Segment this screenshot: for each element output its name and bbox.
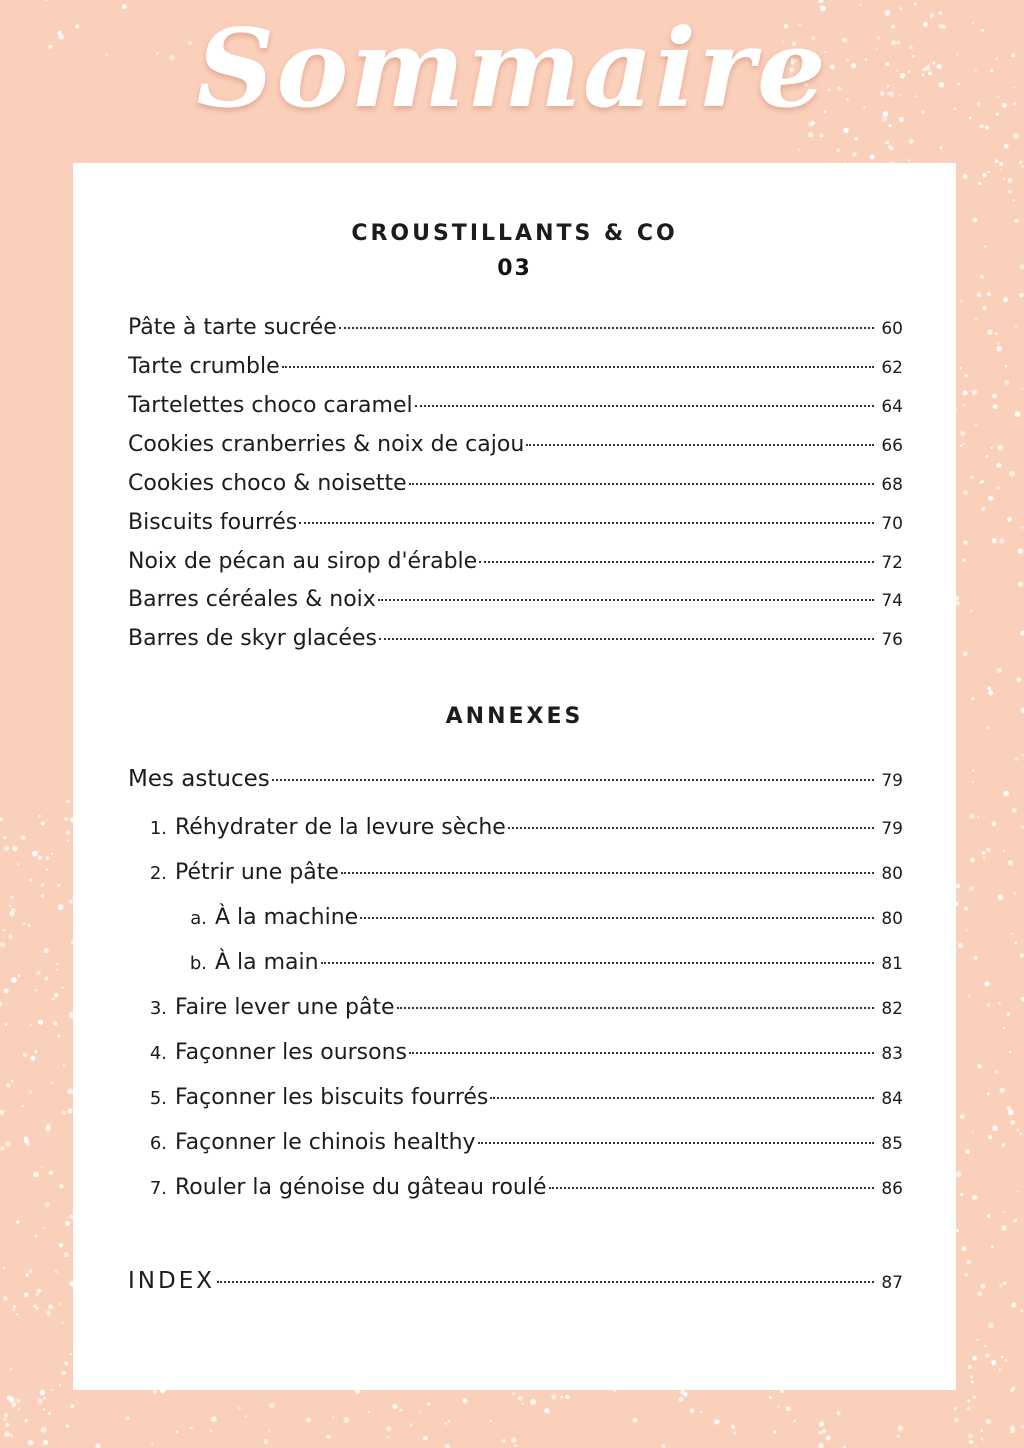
toc-entry-label: Tartelettes choco caramel <box>128 393 413 418</box>
dot-leader <box>397 1007 874 1009</box>
toc-entry-astuces[interactable] <box>128 766 903 792</box>
dot-leader <box>526 444 874 446</box>
dot-leader <box>299 522 874 524</box>
dot-leader <box>478 1142 874 1144</box>
toc-entry-label: Cookies choco & noisette <box>128 471 407 496</box>
toc-entry-page: 80 <box>881 909 903 929</box>
toc-entry-page: 60 <box>881 319 903 339</box>
toc-subentry[interactable] <box>185 950 903 975</box>
toc-entry-label: Biscuits fourrés <box>128 510 298 535</box>
toc-card <box>73 163 956 1390</box>
toc-subentry-number: 2. <box>149 863 167 884</box>
page-title: Sommaire <box>196 6 828 132</box>
toc-entry[interactable] <box>128 510 903 535</box>
toc-entry[interactable] <box>128 354 903 379</box>
toc-entry-page: 79 <box>881 819 903 839</box>
toc-entry-label: Mes astuces <box>128 766 270 792</box>
dot-leader <box>490 1097 874 1099</box>
toc-entry-label: Façonner le chinois healthy <box>175 1130 476 1155</box>
toc-entry-label: Pétrir une pâte <box>175 860 339 885</box>
toc-entry[interactable] <box>128 432 903 457</box>
dot-leader <box>282 366 874 368</box>
dot-leader <box>479 561 874 563</box>
toc-entry[interactable] <box>128 471 903 496</box>
toc-entry-page: 70 <box>881 514 903 534</box>
toc-subentry-number: 5. <box>149 1088 167 1109</box>
toc-subentry-number: 7. <box>149 1178 167 1199</box>
toc-entry-label: Barres céréales & noix <box>128 587 376 612</box>
dot-leader <box>409 483 874 485</box>
toc-entry-page: 85 <box>881 1134 903 1154</box>
toc-subentry[interactable] <box>145 1085 903 1110</box>
section-heading-croustillants: CROUSTILLANTS & CO <box>351 221 678 246</box>
toc-entry-label: Réhydrater de la levure sèche <box>175 815 506 840</box>
toc-subentry[interactable] <box>145 815 903 840</box>
toc-entry[interactable] <box>128 393 903 418</box>
toc-entry[interactable] <box>128 587 903 612</box>
toc-subentry[interactable] <box>185 905 903 930</box>
toc-subentry[interactable] <box>145 1130 903 1155</box>
dot-leader <box>272 779 874 781</box>
toc-entry-label: INDEX <box>128 1268 215 1294</box>
dot-leader <box>508 827 874 829</box>
section-heading-annexes: ANNEXES <box>445 704 584 729</box>
toc-entry-page: 83 <box>881 1044 903 1064</box>
toc-entry-page: 86 <box>881 1179 903 1199</box>
toc-subentry-letter: b. <box>189 953 207 974</box>
dot-leader <box>415 405 874 407</box>
toc-entry-page: 81 <box>881 954 903 974</box>
toc-subentry[interactable] <box>145 860 903 885</box>
dot-leader <box>409 1052 874 1054</box>
toc-entry-label: Cookies cranberries & noix de cajou <box>128 432 525 457</box>
toc-entry-page: 66 <box>881 436 903 456</box>
toc-entry-page: 64 <box>881 397 903 417</box>
toc-entry-label: Faire lever une pâte <box>175 995 395 1020</box>
toc-entry-label: Tarte crumble <box>128 354 280 379</box>
toc-entry-label: Pâte à tarte sucrée <box>128 315 337 340</box>
toc-entry-page: 62 <box>881 358 903 378</box>
dot-leader <box>379 638 874 640</box>
toc-entry-index[interactable] <box>128 1268 903 1294</box>
toc-entry-page: 87 <box>881 1273 903 1293</box>
toc-subentry-number: 3. <box>149 998 167 1019</box>
dot-leader <box>321 962 874 964</box>
toc-entry[interactable] <box>128 626 903 651</box>
toc-entry[interactable] <box>128 315 903 340</box>
toc-entry-label: À la main <box>215 950 319 975</box>
toc-subentry-number: 1. <box>149 818 167 839</box>
dot-leader <box>360 917 874 919</box>
dot-leader <box>378 599 874 601</box>
toc-entry-page: 84 <box>881 1089 903 1109</box>
toc-entry-label: Façonner les oursons <box>175 1040 408 1065</box>
toc-entry-page: 79 <box>881 771 903 791</box>
toc-entry-page: 80 <box>881 864 903 884</box>
toc-entry-label: À la machine <box>215 905 359 930</box>
toc-entry-label: Noix de pécan au sirop d'érable <box>128 549 478 574</box>
dot-leader <box>217 1281 874 1283</box>
toc-subentry[interactable] <box>145 995 903 1020</box>
section-number: 03 <box>497 256 532 281</box>
toc-subentry[interactable] <box>145 1175 903 1200</box>
toc-entry-label: Façonner les biscuits fourrés <box>175 1085 489 1110</box>
dot-leader <box>341 872 874 874</box>
dot-leader <box>339 327 874 329</box>
toc-entry-page: 76 <box>881 630 903 650</box>
toc-entry-page: 74 <box>881 591 903 611</box>
toc-entry-page: 82 <box>881 999 903 1019</box>
toc-entry[interactable] <box>128 549 903 574</box>
toc-entry-page: 68 <box>881 475 903 495</box>
toc-subentry-number: 4. <box>149 1043 167 1064</box>
toc-subentry-number: 6. <box>149 1133 167 1154</box>
toc-entry-label: Barres de skyr glacées <box>128 626 377 651</box>
toc-subentry-letter: a. <box>190 908 207 929</box>
toc-subentry[interactable] <box>145 1040 903 1065</box>
toc-entry-page: 72 <box>881 553 903 573</box>
toc-entry-label: Rouler la génoise du gâteau roulé <box>175 1175 547 1200</box>
dot-leader <box>549 1187 874 1189</box>
